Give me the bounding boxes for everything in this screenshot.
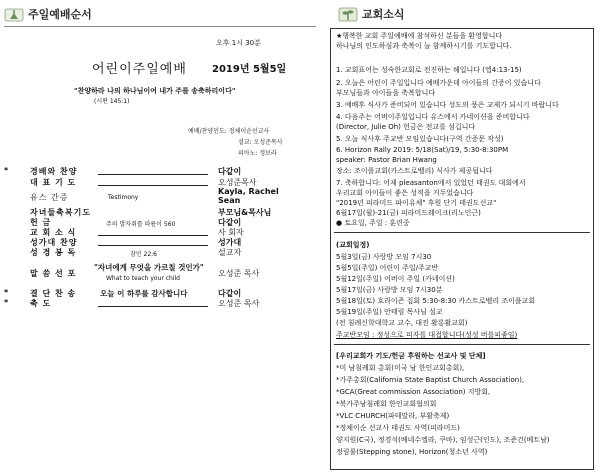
news-item: speaker: Pastor Brian Hwang [336,156,437,164]
schedule-item: 5월17일(금) 사랑방 모임 7시30분 [336,286,443,294]
sermon-subtitle: What to teach your child [106,275,180,282]
news-item: 1. 교회표어는 성숙한교회로 전진하는 해입니다 (엡4:13-15) [336,66,522,74]
news-item: 우리교회 아이들이 좋은 성적을 거두었습니다 [336,189,474,197]
news-item: 3. 예배후 식사가 준비되어 있습니다 성도의 풍은 교제가 되시기 바랍니다 [336,101,559,109]
mission-item: 양지원(C국), 정경석(베네수엘라, 쿠바), 임성근(인도), 조준건(베트남) [336,436,550,444]
info-preacher: 설교: 오성준목사 [238,139,283,146]
order-right: 오성준 목사 [218,269,260,278]
order-label: 결 단 찬 송 [30,289,77,298]
order-label: 자녀들축복기도 [30,208,92,217]
news-item: ● 토요일, 주일 : 훈련중 [336,219,410,227]
news-item: 5. 오늘 식사후 주교반 모임있습니다(구역 간증문 작성) [336,135,504,143]
schedule-item: 5월18일(토) 호라이즌 집회 5:30-8:30 카스트로벨리 조이플교회 [336,297,536,305]
mission-item: *GCA(Great commission Association) 지방회, [336,388,491,396]
order-blank-line [98,306,208,307]
header-divider [4,26,316,27]
schedule-title: (교회일정) [336,241,370,249]
section-title-church-news: 교회소식 [362,8,405,21]
left-header [4,6,92,22]
order-right: 부모님&목사님 [218,208,272,217]
welcome-line-1: ★행복한 교회 주일예배에 참석하신 분들을 환영합니다 [336,32,503,40]
order-blank-line [98,185,208,186]
news-item: 2. 오늘은 어린이 주일입니다 예배가운데 아이들의 간증이 있습니다 [336,79,541,87]
schedule-item: 5월12일(주일) 어버이 주일 (카네이션) [336,275,455,283]
order-label: 헌 금 [30,218,52,227]
news-item: 6. Horizon Rally 2019: 5/18(Sat)/19, 5:30-8:30PM [336,146,509,154]
order-mark: * [4,298,10,307]
order-right: 사 회자 [218,228,244,237]
mission-item: *VLC CHURCH(파테말라, 부활축제) [336,412,450,420]
schedule-item: 5월5일(주일) 어린이 주일/주교반 [336,264,439,272]
welcome-line-2: 하나님의 인도하심과 축복이 늘 함께하시기를 기도합니다. [336,42,512,50]
order-right: 다같이 [218,167,242,176]
order-right: 다같이 [218,218,242,227]
order-label: 성 경 봉 독 [30,248,77,257]
news-item: 6월17일(월)-21(금) 피라미드레이크(리노인근) [336,209,481,217]
section-title-worship-order: 주일예배순서 [28,8,92,21]
order-label: 경배와 찬양 [30,167,78,176]
schedule-item: 5월19일(주일) 안태림 목사님 설교 [336,308,443,316]
service-time: 오후 1시 30분 [216,39,261,47]
news-item: 4. 다음주는 어버이주일입니다 유스에서 카네이션을 준비합니다 [336,113,530,121]
order-mid: 오늘 이 하루를 감사합니다 [100,289,188,298]
news-item: 부모님들과 아이들을 축복합니다 [336,89,436,97]
news-item: 장소: 조이플교회(카스트로벨리) 식사가 제공됩니다 [336,167,493,175]
schedule-item: 5월3일(금) 사랑방 모임 7시30 [336,253,432,261]
mission-title: [우리교회가 기도/헌금 후원하는 선교사 및 단체] [336,352,486,360]
order-mid: 잠언 22:6 [130,251,157,258]
order-label: 대 표 기 도 [30,178,77,187]
order-right: 오성준목사 [218,178,257,187]
service-date: 2019년 5월5일 [212,64,287,75]
order-blank-line [98,174,208,175]
order-label: 유스 간증 [30,193,69,202]
mission-item: *북가주남침례회 한인교회협의회 [336,400,437,408]
order-right: 오성준 목사 [218,299,260,308]
order-mid: Testimony [108,194,139,201]
news-item: (Director, Julie Oh) 헌금은 전교를 섬깁니다 [336,123,476,131]
church-icon [4,6,24,22]
order-right: 설교자 [218,248,242,257]
order-mark: * [4,166,10,175]
news-item: "2019년 피라미드 파이유체" 후원 단기 태권도선교" [336,199,497,207]
news-item: 7. 축하합니다: 어제 pleasanton에서 있었던 태권도 대회에서 [336,179,526,187]
schedule-note: 주교반모임 : 정성으로 피자를 대접합니다(성성 버를피좋임) [336,331,518,339]
verse-reference: (시편 145:1) [94,98,130,105]
mission-item: 정림룰(Stepping stone), Horizon(청소년 사역) [336,448,488,456]
order-blank-line [98,245,208,246]
order-label: 성가대 찬양 [30,238,78,247]
order-blank-line [98,235,208,236]
plant-icon [338,6,358,22]
order-label: 교 회 소 식 [30,228,77,237]
order-right: Kayla, Rachel Sean [218,187,279,205]
verse-text: "찬양하라 나의 하나님이여 내가 주를 송축하리이다" [74,87,236,95]
section-divider [334,344,590,345]
mission-item: *미 남침례회 총회(미국 남 한인교회총회), [336,364,465,372]
sermon-title: "자녀에게 무엇을 가르칠 것인가" [94,263,204,272]
order-mark: * [4,288,10,297]
section-divider [334,232,590,233]
order-label: 축 도 [30,299,52,308]
order-label: 말 씀 선 포 [30,269,77,278]
mission-item: *정체이순 선교사 태권도 사역(피라미드) [336,424,460,432]
order-right: 성가대 [218,238,242,247]
info-piano: 피아노: 정보라 [238,150,277,157]
schedule-item: (전 침례신학대학교 교수, 대전 활롱활교회) [336,319,468,327]
service-title: 어린이주일예배 [92,62,187,77]
mission-item: *가주총회(California State Baptist Church Association), [336,376,525,384]
order-right: 다같이 [218,289,242,298]
info-leader: 예배/찬양인도: 정체이순선교사 [188,128,270,135]
order-mid: 주의 발자취를 따름이 560 [106,221,176,228]
right-header [338,6,405,22]
